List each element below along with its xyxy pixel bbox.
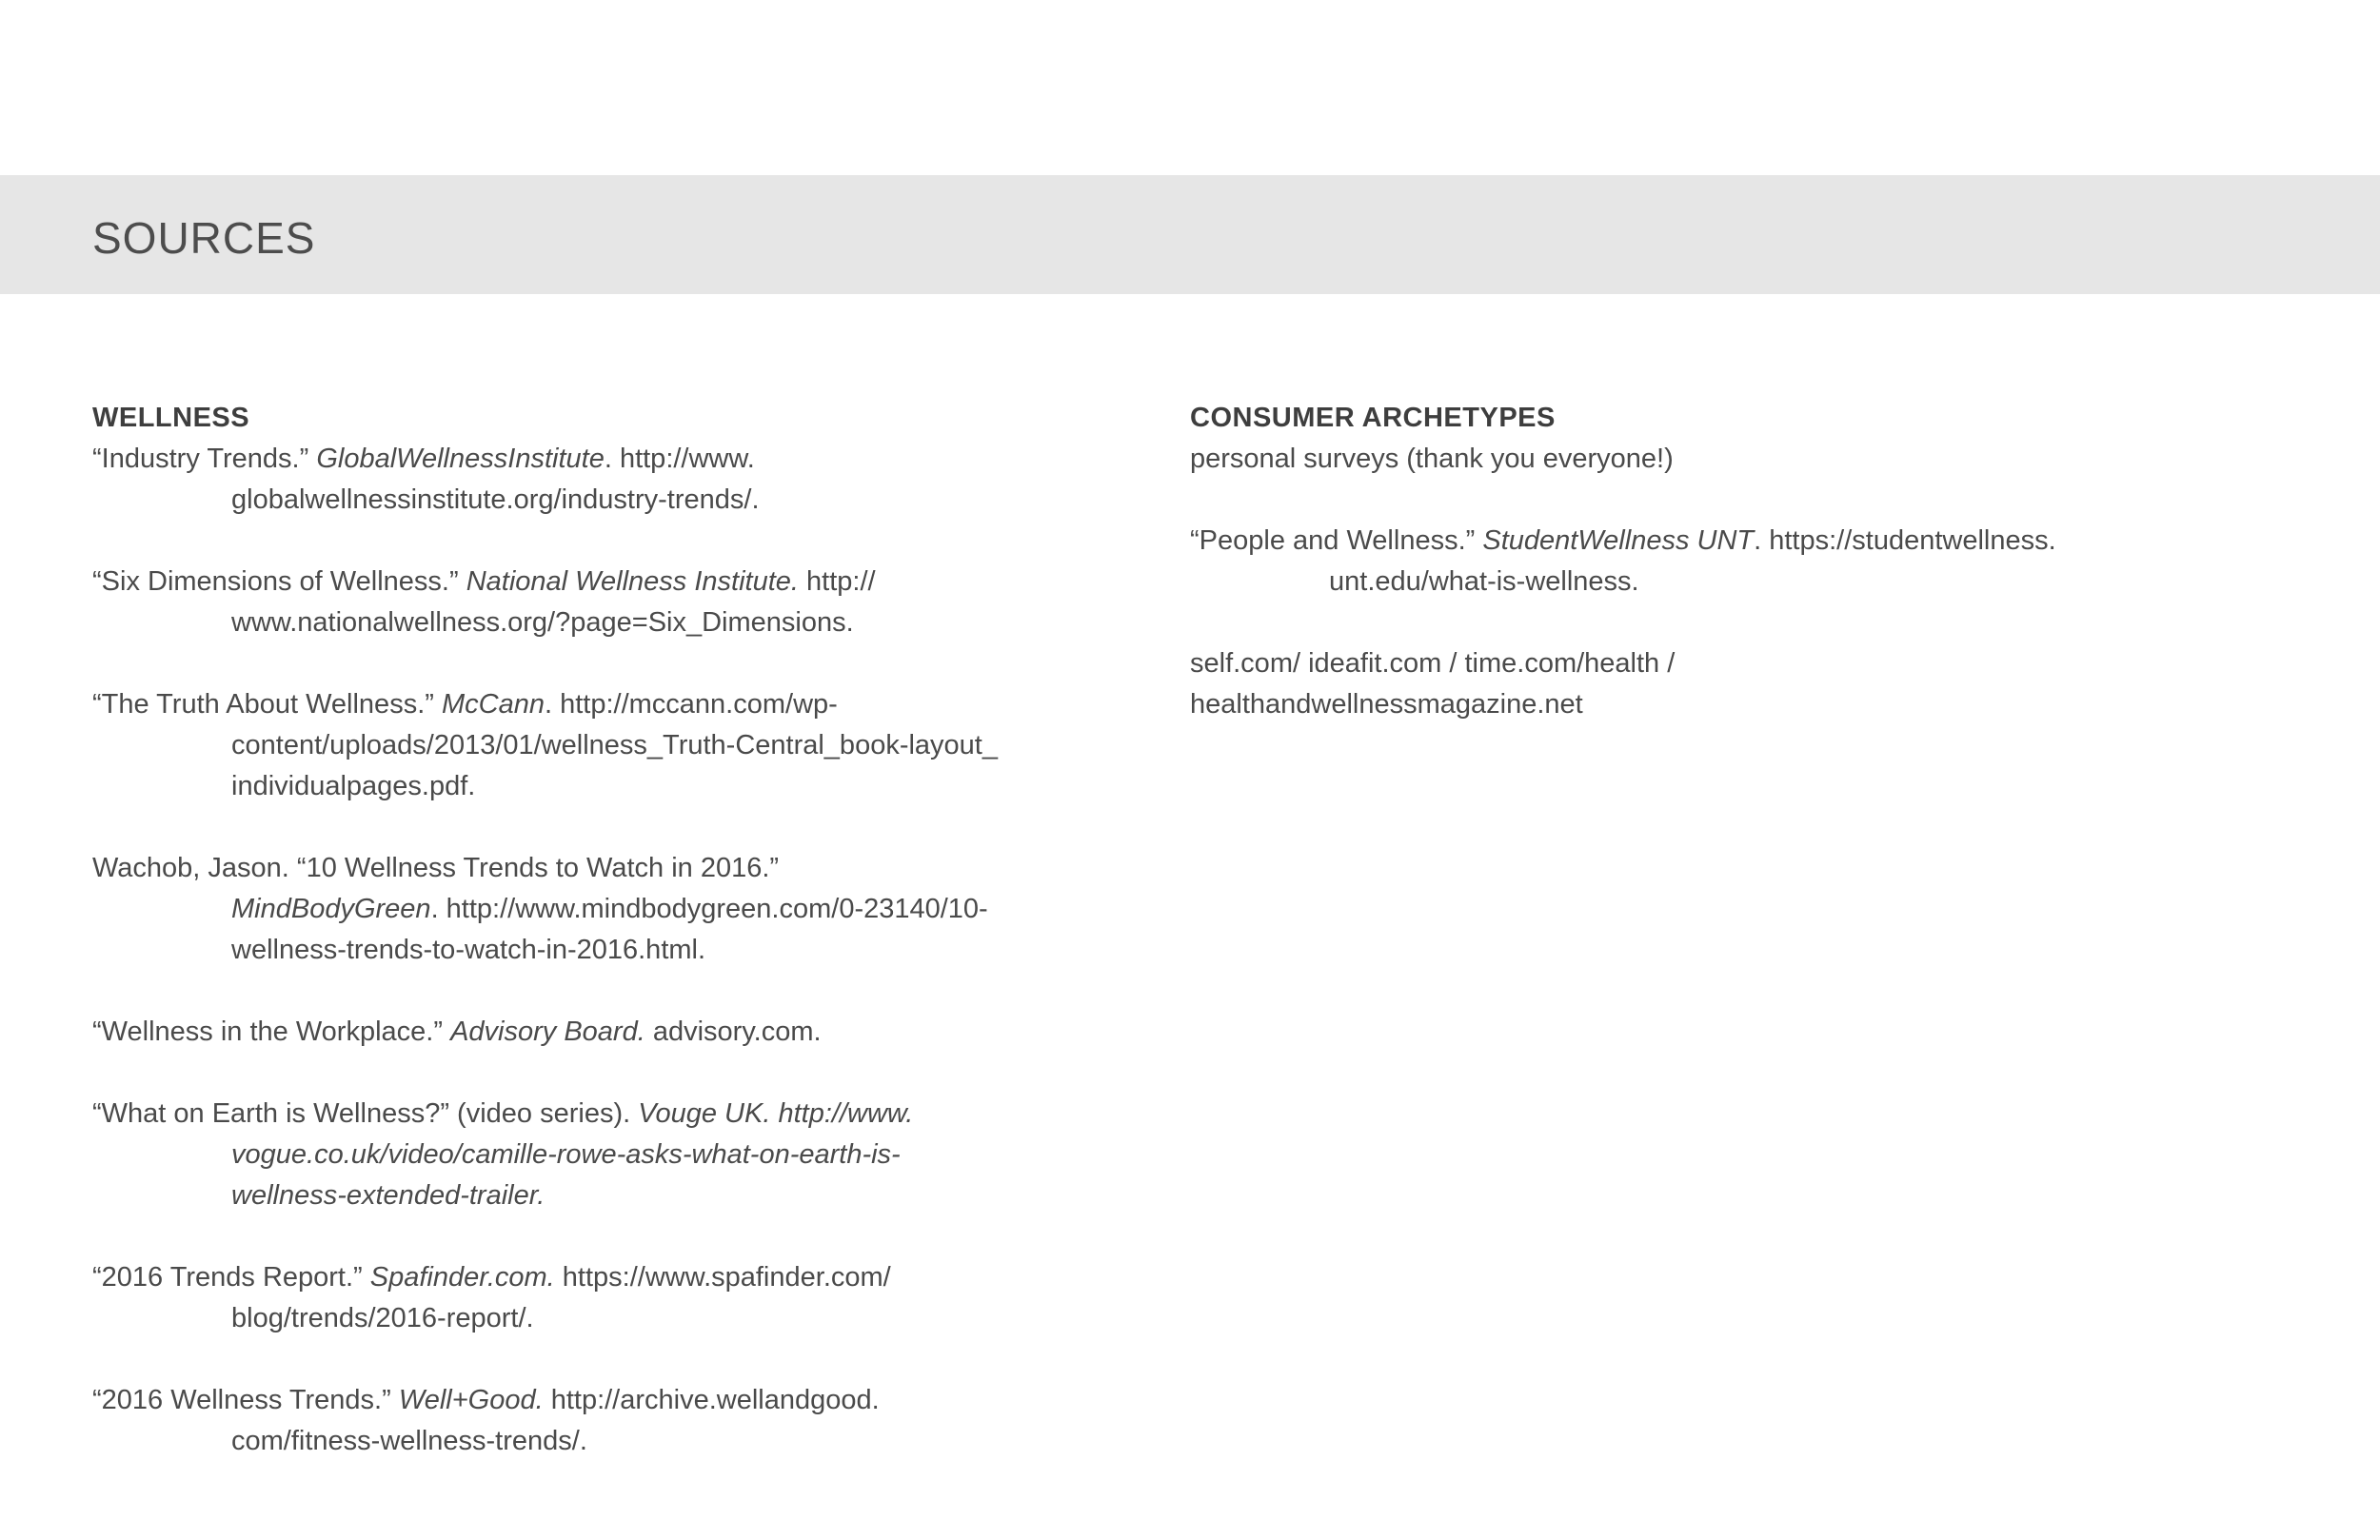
consumer-source-entry-line <box>1190 684 2142 725</box>
wellness-source-entry-line <box>162 766 1044 807</box>
wellness-source-entry <box>92 562 1044 643</box>
citation-text: www.nationalwellness.org/?page=Six_Dimensions. <box>231 607 854 638</box>
citation-title: MindBodyGreen <box>231 894 431 924</box>
wellness-source-entry-line <box>92 1380 1044 1421</box>
citation-text: Wachob, Jason. “10 Wellness Trends to Watch in 2016.” <box>92 853 780 883</box>
wellness-source-entry-line <box>92 684 1044 725</box>
citation-text: . https://studentwellness. <box>1754 525 2056 556</box>
citation-text: blog/trends/2016-report/. <box>231 1303 534 1333</box>
wellness-source-entry-line <box>92 1257 1044 1298</box>
wellness-source-entry-line <box>162 889 1044 930</box>
citation-text: self.com/ ideafit.com / time.com/health / <box>1190 648 1676 679</box>
citation-text: . http://mccann.com/wp- <box>544 689 838 720</box>
citation-text: . http://www. <box>604 444 755 474</box>
header-band <box>0 175 2380 294</box>
wellness-source-entry-line <box>92 439 1044 480</box>
wellness-source-entry-line <box>162 1421 1044 1462</box>
wellness-source-entry <box>92 848 1044 971</box>
wellness-source-entry-line <box>162 1175 1044 1216</box>
citation-text: healthandwellnessmagazine.net <box>1190 689 1583 720</box>
citation-text: “Six Dimensions of Wellness.” <box>92 566 466 597</box>
page-title: SOURCES <box>92 213 316 263</box>
citation-title: wellness-extended-trailer. <box>231 1180 545 1211</box>
wellness-source-entry-line <box>162 930 1044 971</box>
citation-text: unt.edu/what-is-wellness. <box>1329 566 1639 597</box>
wellness-source-entry <box>92 1380 1044 1462</box>
wellness-source-entry-line <box>162 480 1044 521</box>
wellness-source-entry <box>92 1094 1044 1216</box>
citation-text: personal surveys (thank you everyone!) <box>1190 444 1674 474</box>
wellness-source-entry <box>92 1257 1044 1339</box>
citation-title: Advisory Board. <box>450 1017 645 1047</box>
citation-title: vogue.co.uk/video/camille-rowe-asks-what-on-earth-is- <box>231 1139 901 1170</box>
citation-text: content/uploads/2013/01/wellness_Truth-Central_book-layout_ <box>231 730 998 760</box>
wellness-source-list <box>92 439 1044 1462</box>
citation-title: GlobalWellnessInstitute <box>316 444 605 474</box>
citation-text: “Wellness in the Workplace.” <box>92 1017 451 1047</box>
citation-text: http:// <box>798 566 876 597</box>
wellness-source-entry <box>92 1012 1044 1053</box>
citation-text: com/fitness-wellness-trends/. <box>231 1426 587 1456</box>
wellness-source-entry-line <box>92 848 1044 889</box>
wellness-source-entry-line <box>162 725 1044 766</box>
citation-text: “People and Wellness.” <box>1190 525 1483 556</box>
wellness-source-entry-line <box>92 562 1044 602</box>
wellness-source-entry-line <box>162 1135 1044 1175</box>
citation-title: StudentWellness UNT <box>1482 525 1755 556</box>
citation-text: “2016 Wellness Trends.” <box>92 1385 399 1415</box>
citation-text: “2016 Trends Report.” <box>92 1262 370 1293</box>
citation-text: “What on Earth is Wellness?” (video series). <box>92 1098 639 1129</box>
consumer-archetypes-heading: CONSUMER ARCHETYPES <box>1190 403 1556 433</box>
wellness-column <box>92 398 1044 1503</box>
citation-title: McCann <box>441 689 545 720</box>
citation-title: Spafinder.com. <box>369 1262 555 1293</box>
citation-title: National Wellness Institute. <box>466 566 799 597</box>
consumer-source-entry <box>1190 521 2142 602</box>
consumer-source-entry <box>1190 439 2142 480</box>
citation-text: . http://www.mindbodygreen.com/0-23140/10- <box>430 894 988 924</box>
citation-text: globalwellnessinstitute.org/industry-trends/. <box>231 484 760 515</box>
wellness-source-entry-line <box>92 1094 1044 1135</box>
wellness-source-entry <box>92 439 1044 521</box>
wellness-source-entry <box>92 684 1044 807</box>
consumer-source-entry <box>1190 643 2142 725</box>
wellness-source-entry-line <box>162 1298 1044 1339</box>
citation-title: Vouge UK. http://www. <box>638 1098 914 1129</box>
citation-text: “The Truth About Wellness.” <box>92 689 442 720</box>
consumer-source-entry-line <box>1259 562 2142 602</box>
wellness-source-entry-line <box>162 602 1044 643</box>
consumer-archetypes-column <box>1190 398 2142 766</box>
citation-text: advisory.com. <box>645 1017 822 1047</box>
consumer-source-entry-line <box>1190 643 2142 684</box>
citation-text: http://archive.wellandgood. <box>543 1385 880 1415</box>
wellness-heading: WELLNESS <box>92 403 250 433</box>
citation-text: https://www.spafinder.com/ <box>554 1262 891 1293</box>
citation-title: Well+Good. <box>398 1385 544 1415</box>
citation-text: wellness-trends-to-watch-in-2016.html. <box>231 935 706 965</box>
citation-text: “Industry Trends.” <box>92 444 317 474</box>
consumer-source-entry-line <box>1190 521 2142 562</box>
wellness-source-entry-line <box>92 1012 1044 1053</box>
consumer-source-list <box>1190 439 2142 725</box>
consumer-source-entry-line <box>1190 439 2142 480</box>
citation-text: individualpages.pdf. <box>231 771 476 801</box>
